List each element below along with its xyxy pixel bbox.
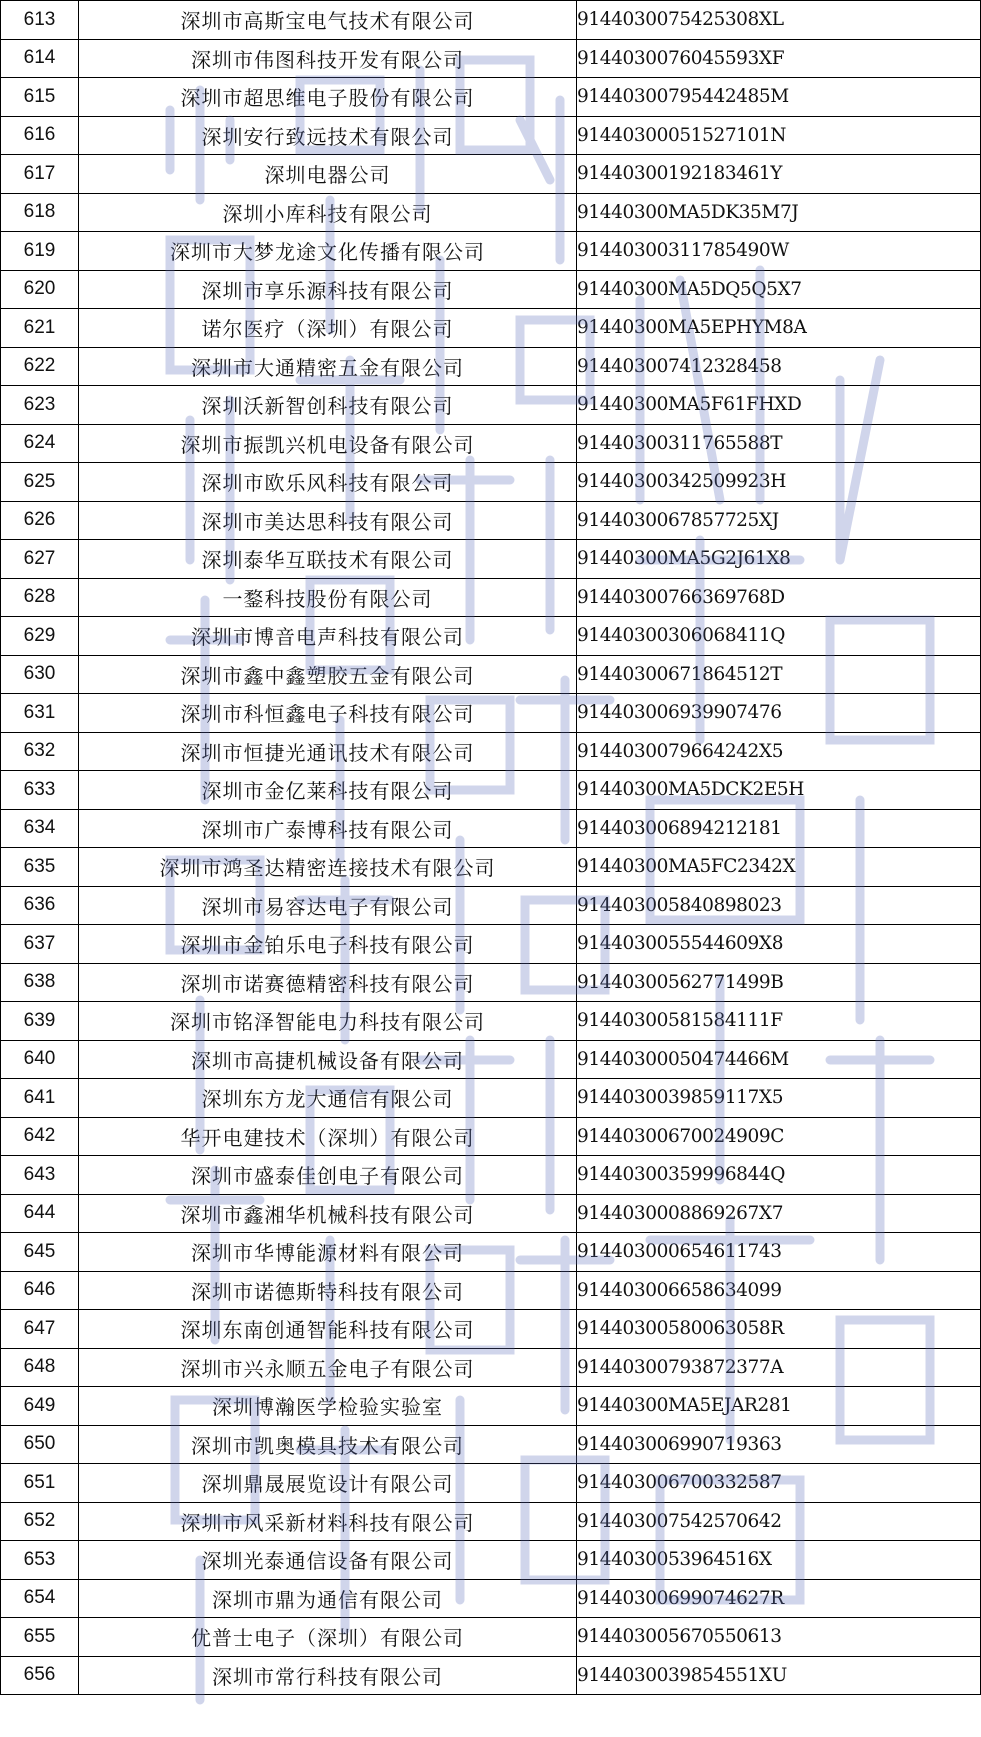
company-name: 深圳安行致远技术有限公司 [79,116,577,155]
company-name: 深圳市鑫中鑫塑胶五金有限公司 [79,655,577,694]
credit-code: 9144030076045593XF [577,39,981,78]
table-row [1,540,981,579]
table-row [1,732,981,771]
company-name: 深圳沃新智创科技有限公司 [79,386,577,425]
row-number: 651 [1,1464,79,1503]
row-number: 642 [1,1117,79,1156]
company-name: 深圳市金铂乐电子科技有限公司 [79,925,577,964]
row-number: 653 [1,1541,79,1580]
table-row [1,1387,981,1426]
company-name: 深圳市大通精密五金有限公司 [79,347,577,386]
credit-code: 91440300306068411Q [577,617,981,656]
row-number: 626 [1,501,79,540]
row-number: 655 [1,1618,79,1657]
table-row [1,925,981,964]
credit-code: 91440300MA5DQ5Q5X7 [577,270,981,309]
credit-code: 91440300MA5F61FHXD [577,386,981,425]
company-name: 深圳市诺德斯特科技有限公司 [79,1271,577,1310]
table-row [1,193,981,232]
credit-code: 914403005670550613 [577,1618,981,1657]
table-row [1,78,981,117]
credit-code: 91440300051527101N [577,116,981,155]
credit-code: 9144030067857725XJ [577,501,981,540]
credit-code: 914403006700332587 [577,1464,981,1503]
row-number: 618 [1,193,79,232]
credit-code: 91440300MA5DK35M7J [577,193,981,232]
credit-code: 91440300MA5DCK2E5H [577,771,981,810]
table-row [1,1502,981,1541]
table-row [1,1002,981,1041]
row-number: 639 [1,1002,79,1041]
credit-code: 91440300581584111F [577,1002,981,1041]
credit-code: 91440300311785490W [577,232,981,271]
table-row [1,1348,981,1387]
row-number: 634 [1,809,79,848]
credit-code: 91440300671864512T [577,655,981,694]
company-name: 深圳市诺赛德精密科技有限公司 [79,963,577,1002]
row-number: 638 [1,963,79,1002]
row-number: 631 [1,694,79,733]
company-name: 深圳市鑫湘华机械科技有限公司 [79,1194,577,1233]
table-row [1,1464,981,1503]
company-name: 深圳市超思维电子股份有限公司 [79,78,577,117]
company-name: 深圳博瀚医学检验实验室 [79,1387,577,1426]
table-row [1,347,981,386]
company-name: 深圳市科恒鑫电子科技有限公司 [79,694,577,733]
table-row [1,309,981,348]
row-number: 644 [1,1194,79,1233]
company-name: 深圳东南创通智能科技有限公司 [79,1310,577,1349]
row-number: 630 [1,655,79,694]
table-row [1,270,981,309]
table-row [1,1156,981,1195]
credit-code: 9144030079664242X5 [577,732,981,771]
row-number: 628 [1,578,79,617]
table-row [1,963,981,1002]
credit-code: 914403006990719363 [577,1425,981,1464]
row-number: 636 [1,886,79,925]
credit-code: 91440300192183461Y [577,155,981,194]
company-name: 深圳市高斯宝电气技术有限公司 [79,1,577,40]
row-number: 625 [1,463,79,502]
credit-code: 91440300359996844Q [577,1156,981,1195]
table-row [1,617,981,656]
table-row [1,155,981,194]
company-name: 华开电建技术（深圳）有限公司 [79,1117,577,1156]
table-row [1,1425,981,1464]
credit-code: 91440300580063058R [577,1310,981,1349]
row-number: 643 [1,1156,79,1195]
row-number: 629 [1,617,79,656]
company-name: 深圳泰华互联技术有限公司 [79,540,577,579]
row-number: 645 [1,1233,79,1272]
company-name: 深圳市欧乐风科技有限公司 [79,463,577,502]
table-row [1,501,981,540]
row-number: 633 [1,771,79,810]
row-number: 640 [1,1040,79,1079]
row-number: 617 [1,155,79,194]
row-number: 632 [1,732,79,771]
credit-code: 9144030055544609X8 [577,925,981,964]
company-name: 深圳市广泰博科技有限公司 [79,809,577,848]
company-name: 深圳市鸿圣达精密连接技术有限公司 [79,848,577,887]
row-number: 647 [1,1310,79,1349]
row-number: 656 [1,1656,79,1695]
table-row [1,1579,981,1618]
credit-code: 91440300793872377A [577,1348,981,1387]
company-name: 深圳市易容达电子有限公司 [79,886,577,925]
company-name: 深圳鼎晟展览设计有限公司 [79,1464,577,1503]
row-number: 622 [1,347,79,386]
row-number: 615 [1,78,79,117]
table-row [1,1310,981,1349]
company-name: 深圳市恒捷光通讯技术有限公司 [79,732,577,771]
company-name: 深圳市铭泽智能电力科技有限公司 [79,1002,577,1041]
credit-code: 91440300MA5EPHYM8A [577,309,981,348]
company-name: 深圳市兴永顺五金电子有限公司 [79,1348,577,1387]
credit-code: 9144030008869267X7 [577,1194,981,1233]
credit-code: 91440300670024909C [577,1117,981,1156]
company-name: 优普士电子（深圳）有限公司 [79,1618,577,1657]
table-row [1,1233,981,1272]
table-row [1,886,981,925]
credit-code: 914403006894212181 [577,809,981,848]
company-name: 深圳市享乐源科技有限公司 [79,270,577,309]
table-row [1,771,981,810]
row-number: 652 [1,1502,79,1541]
table-row [1,116,981,155]
company-name: 深圳市凯奥模具技术有限公司 [79,1425,577,1464]
row-number: 621 [1,309,79,348]
row-number: 623 [1,386,79,425]
company-name: 一鍪科技股份有限公司 [79,578,577,617]
row-number: 614 [1,39,79,78]
credit-code: 9144030039854551XU [577,1656,981,1695]
table-row [1,1117,981,1156]
company-name: 深圳小库科技有限公司 [79,193,577,232]
credit-code: 914403006939907476 [577,694,981,733]
row-number: 637 [1,925,79,964]
table-row [1,1271,981,1310]
table-row [1,1194,981,1233]
row-number: 627 [1,540,79,579]
row-number: 641 [1,1079,79,1118]
credit-code: 91440300311765588T [577,424,981,463]
credit-code: 9144030075425308XL [577,1,981,40]
row-number: 620 [1,270,79,309]
table-row [1,848,981,887]
credit-code: 91440300562771499B [577,963,981,1002]
company-name: 深圳市盛泰佳创电子有限公司 [79,1156,577,1195]
credit-code: 91440300MA5EJAR281 [577,1387,981,1426]
table-row [1,578,981,617]
company-name: 深圳市高捷机械设备有限公司 [79,1040,577,1079]
row-number: 624 [1,424,79,463]
credit-code: 91440300766369768D [577,578,981,617]
credit-code: 91440300MA5G2J61X8 [577,540,981,579]
credit-code: 9144030053964516X [577,1541,981,1580]
company-name: 深圳市风采新材料科技有限公司 [79,1502,577,1541]
table-row [1,386,981,425]
table-row [1,232,981,271]
credit-code: 91440300795442485M [577,78,981,117]
table-row [1,694,981,733]
company-name: 深圳市华博能源材料有限公司 [79,1233,577,1272]
credit-code: 91440300MA5FC2342X [577,848,981,887]
company-name: 深圳市鼎为通信有限公司 [79,1579,577,1618]
credit-code: 914403007542570642 [577,1502,981,1541]
table-row [1,1541,981,1580]
company-table-body [1,1,981,1695]
row-number: 616 [1,116,79,155]
table-row [1,424,981,463]
company-name: 深圳市振凯兴机电设备有限公司 [79,424,577,463]
table-row [1,39,981,78]
company-name: 深圳市大梦龙途文化传播有限公司 [79,232,577,271]
company-name: 深圳市常行科技有限公司 [79,1656,577,1695]
row-number: 646 [1,1271,79,1310]
credit-code: 91440300699074627R [577,1579,981,1618]
company-name: 深圳市美达思科技有限公司 [79,501,577,540]
company-name: 深圳市金亿莱科技有限公司 [79,771,577,810]
credit-code: 914403000654611743 [577,1233,981,1272]
row-number: 654 [1,1579,79,1618]
credit-code: 914403006658634099 [577,1271,981,1310]
company-name: 深圳市伟图科技开发有限公司 [79,39,577,78]
row-number: 650 [1,1425,79,1464]
table-row [1,1618,981,1657]
credit-code: 9144030039859117X5 [577,1079,981,1118]
table-row [1,1,981,40]
table-row [1,1079,981,1118]
row-number: 635 [1,848,79,887]
row-number: 648 [1,1348,79,1387]
credit-code: 91440300342509923H [577,463,981,502]
company-name: 深圳光泰通信设备有限公司 [79,1541,577,1580]
company-name: 深圳电器公司 [79,155,577,194]
company-name: 深圳市博音电声科技有限公司 [79,617,577,656]
row-number: 649 [1,1387,79,1426]
company-name: 诺尔医疗（深圳）有限公司 [79,309,577,348]
credit-code: 914403007412328458 [577,347,981,386]
table-row [1,463,981,502]
table-row [1,1656,981,1695]
table-row [1,809,981,848]
row-number: 613 [1,1,79,40]
row-number: 619 [1,232,79,271]
table-row [1,655,981,694]
table-row [1,1040,981,1079]
credit-code: 91440300050474466M [577,1040,981,1079]
company-name: 深圳东方龙大通信有限公司 [79,1079,577,1118]
credit-code: 914403005840898023 [577,886,981,925]
